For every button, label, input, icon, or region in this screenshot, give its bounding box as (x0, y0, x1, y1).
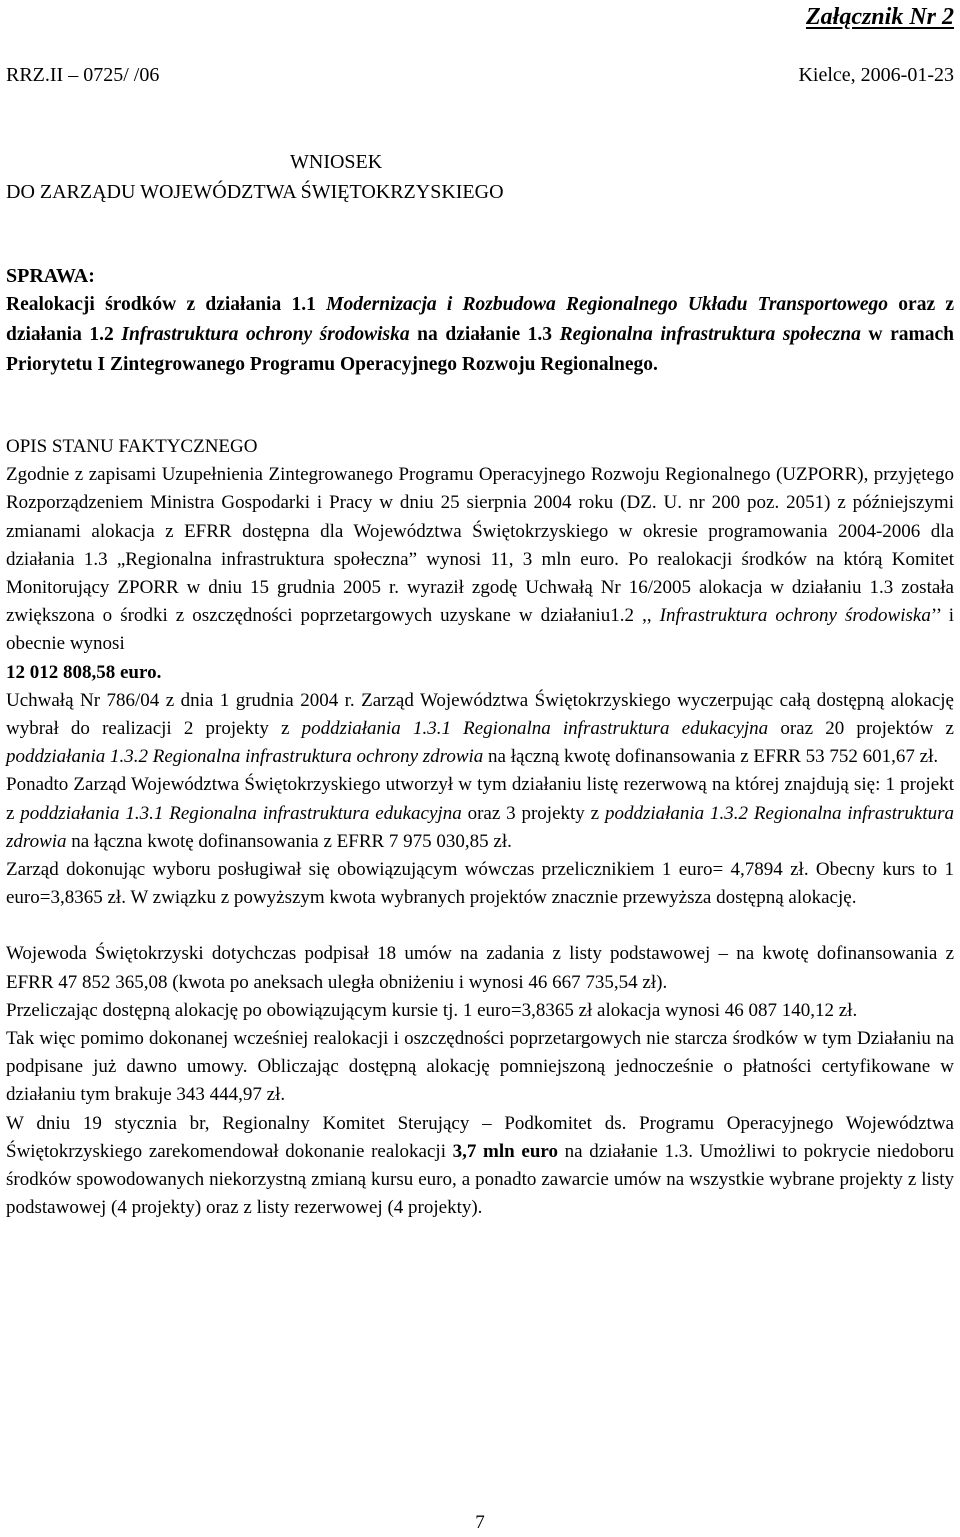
paragraph-8-text-b: na działanie 1.3. Umożliwi to pokrycie niedoboru środków spowodowanych niekorzystną zmianą kursu euro, a ponadto zawarcie umów na wszystkie wybrane projekty z listy podstawowej (4 projekty) oraz z listy rezerwowej (4 projekty). (6, 1140, 954, 1219)
paragraph-2-text-b: oraz 20 projektów z (768, 718, 954, 740)
subject-part-3-italic: Regionalna infrastruktura społeczna (559, 324, 861, 345)
paragraph-8 (6, 1110, 954, 1223)
subject-part-2: oraz z działania 1.2 (6, 294, 955, 345)
reference-number: RRZ.II – 0725/ /06 (6, 64, 160, 86)
paragraph-3-text-c: na łączna kwotę dofinansowania z EFRR 7 975 030,85 zł. (66, 830, 512, 852)
annex-label: Załącznik Nr 2 (805, 4, 954, 30)
document-body (6, 433, 954, 1222)
paragraph-3-text-a: Ponadto Zarząd Województwa Świętokrzyskiego utworzył w tym działaniu listę rezerwową na której znajdują się: 1 projekt z (6, 774, 954, 824)
place-date: Kielce, 2006-01-23 (798, 64, 954, 86)
paragraph-3 (6, 771, 954, 856)
paragraph-8-text-a: W dniu 19 stycznia br, Regionalny Komitet Sterujący – Podkomitet ds. Programu Operacyjnego Województwa Świętokrzyskiego zarekomendował dokonanie realokacji (6, 1112, 954, 1162)
paragraph-1-text-b: ’’ i obecnie wynosi (6, 605, 955, 655)
paragraph-6: Przeliczając dostępną alokację po obowiązującym kursie tj. 1 euro=3,8365 zł alokacja wynosi 46 087 140,12 zł. (6, 999, 858, 1021)
page-number: 7 (475, 1512, 485, 1533)
subject-heading: SPRAWA: (6, 265, 95, 287)
paragraph-3-text-b: oraz 3 projekty z (461, 802, 605, 824)
paragraph-2-text-c: na łączną kwotę dofinansowania z EFRR 53 752 601,67 zł. (483, 746, 939, 768)
subject-part-1: Realokacji środków z działania 1.1 (6, 294, 327, 315)
subject-text (6, 290, 954, 380)
subject-section (6, 262, 954, 380)
paragraph-1-italic: Infrastruktura ochrony środowiska (659, 605, 931, 627)
reference-line (6, 61, 954, 89)
subject-part-1-italic: Modernizacja i Rozbudowa Regionalnego Układu Transportowego (326, 294, 889, 315)
title-line-2: DO ZARZĄDU WOJEWÓDZTWA ŚWIĘTOKRZYSKIEGO (6, 181, 504, 203)
paragraph-3-italic-b: poddziałania 1.3.2 Regionalna infrastruktura zdrowia (6, 802, 954, 852)
paragraph-gap (6, 912, 954, 940)
paragraph-2-text-a: Uchwałą Nr 786/04 z dnia 1 grudnia 2004 r. Zarząd Województwa Świętokrzyskiego wyczerpując całą dostępną alokację wybrał do realizacji 2 projekty z (6, 689, 954, 740)
paragraph-1-bold-amount: 12 012 808,58 euro. (6, 661, 162, 683)
title-line-1: WNIOSEK (290, 151, 383, 173)
paragraph-4: Zarząd dokonując wyboru posługiwał się obowiązującym wówczas przelicznikiem 1 euro= 4,7894 zł. Obecny kurs to 1 euro=3,8365 zł. W związku z powyższym kwota wybranych projektów znacznie przewyższa dostępną alokację. (6, 859, 954, 909)
paragraph-8-bold-amount: 3,7 mln euro (452, 1140, 558, 1162)
subject-part-3: na działanie 1.3 (409, 324, 560, 345)
section-heading: OPIS STANU FAKTYCZNEGO (6, 436, 258, 457)
document-page (6, 0, 954, 1537)
paragraph-1-text-a: Zgodnie z zapisami Uzupełnienia Zintegrowanego Programu Operacyjnego Rozwoju Regionalnego (UZPORR), przyjętego Rozporządzeniem Ministra Gospodarki i Pracy w dniu 25 sierpnia 2004 roku (DZ. U. nr 200 poz. 2051) z późniejszymi zmianami alokacja z EFRR dostępna dla Województwa Świętokrzyskiego w okresie programowania 2004-2006 dla działania 1.3 „Regionalna infrastruktura społeczna” wynosi 11, 3 mln euro. Po realokacji środków na którą Komitet Monitorujący ZPORR w dniu 15 grudnia 2005 r. wyraził zgodę Uchwałą Nr 16/2005 alokacja w działaniu 1.3 została zwiększona o środki z oszczędności poprzetargowych uzyskane w działaniu1.2 ,, (6, 464, 954, 627)
paragraph-2 (6, 687, 954, 772)
paragraph-7: Tak więc pomimo dokonanej wcześniej realokacji i oszczędności poprzetargowych nie starcza środków w tym Działaniu na podpisane już dawno umowy. Obliczając dostępną alokację pomniejszoną jednocześnie o płatności certyfikowane w działaniu tym brakuje 343 444,97 zł. (6, 1028, 954, 1106)
paragraph-2-italic-b: poddziałania 1.3.2 Regionalna infrastruktura ochrony zdrowia (6, 746, 484, 768)
subject-part-2-italic: Infrastruktura ochrony środowiska (121, 324, 410, 345)
paragraph-1 (6, 461, 954, 687)
subject-part-4: w ramach Priorytetu I Zintegrowanego Programu Operacyjnego Rozwoju Regionalnego. (6, 324, 954, 375)
paragraph-2-italic-a: poddziałania 1.3.1 Regionalna infrastruktura edukacyjna (301, 718, 769, 740)
paragraph-5: Wojewoda Świętokrzyski dotychczas podpisał 18 umów na zadania z listy podstawowej – na kwotę dofinansowania z EFRR 47 852 365,08 (kwota po aneksach uległa obniżeniu i wynosi 46 667 735,54 zł). (6, 943, 954, 993)
document-title (6, 147, 954, 207)
paragraph-3-italic-a: poddziałania 1.3.1 Regionalna infrastruktura edukacyjna (20, 802, 462, 824)
